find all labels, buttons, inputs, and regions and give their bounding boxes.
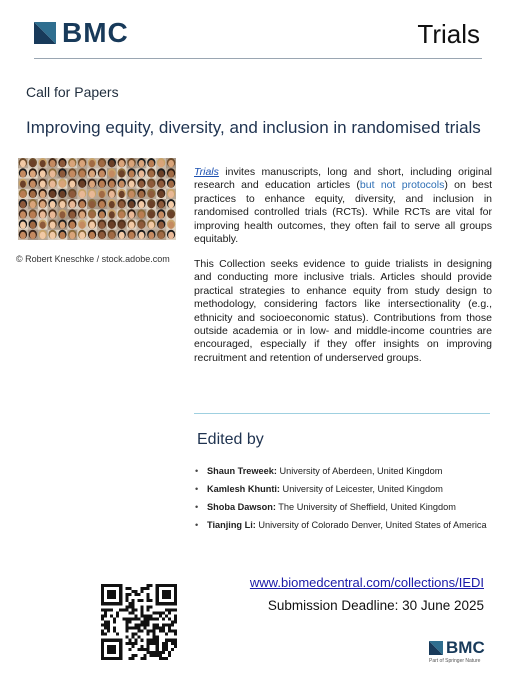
editor-affiliation: University of Aberdeen, United Kingdom (276, 466, 443, 476)
footer-bmc-wordmark: BMC (446, 638, 485, 657)
editor-affiliation: The University of Sheffield, United Kingdom (275, 502, 456, 512)
bmc-logo (34, 17, 129, 48)
editor-name: Kamlesh Khunti: (207, 484, 280, 494)
footer-subtext: Part of Springer Nature (429, 658, 481, 664)
editor-name: Tianjing Li: (207, 520, 256, 530)
qr-code-icon (101, 584, 177, 660)
submission-deadline: Submission Deadline: 30 June 2025 (267, 598, 484, 613)
edited-by-heading: Edited by (197, 431, 264, 448)
section-divider (194, 413, 490, 414)
editor-affiliation: University of Leicester, United Kingdom (280, 484, 443, 494)
journal-title: Trials (417, 19, 480, 49)
editors-list (195, 462, 495, 534)
collection-paragraph: This Collection seeks evidence to guide trialists in designing and conducting more inclusive trials. Articles should provide practical strategies to enhance equity from study design to methodology, considering factors like intersectionality (e.g., ethnicity and socioeconomic status). Contributions from those outside academia or in low- and middle-income countries are encouraged, especially if they offer insights on improving recruitment and retention of underserved groups. (194, 258, 492, 364)
bmc-logo-mark-icon (34, 22, 56, 44)
editor-item (195, 462, 495, 480)
editor-name: Shaun Treweek: (207, 466, 277, 476)
intro-paragraph (194, 166, 492, 246)
footer-bmc-mark-icon (429, 641, 443, 655)
editor-affiliation: University of Colorado Denver, United States of America (255, 520, 487, 530)
portrait-collage-image (18, 158, 176, 240)
photo-credit: © Robert Kneschke / stock.adobe.com (16, 254, 170, 264)
page-title: Improving equity, diversity, and inclusion in randomised trials (26, 118, 481, 137)
collection-url-link[interactable]: www.biomedcentral.com/collections/IEDI (249, 575, 484, 590)
editor-name: Shoba Dawson: (207, 502, 276, 512)
qr-code[interactable] (101, 584, 177, 660)
editor-item (195, 480, 495, 498)
bullet-icon: • (195, 484, 199, 494)
editor-item (195, 498, 495, 516)
intro-text-a: invites manuscripts, long and short, including original research and education articles ( (194, 166, 492, 192)
call-for-papers-label: Call for Papers (26, 84, 119, 100)
bullet-icon: • (195, 502, 199, 512)
header-divider (34, 58, 482, 59)
intro-text-b: ) on best practices to enhance equity, diversity, and inclusion in randomised controlled trials (RCTs). While RCTs are vital for improving health outcomes, they often fail to serve all groups equitably. (194, 179, 492, 246)
portrait-collage-icon (18, 158, 176, 240)
footer-bmc-logo (429, 640, 493, 670)
bullet-icon: • (195, 466, 199, 476)
intro-muted-text: but not protocols (359, 179, 445, 192)
bullet-icon: • (195, 520, 199, 530)
trials-journal-link[interactable]: Trials (194, 166, 219, 178)
bmc-wordmark: BMC (62, 17, 129, 48)
editor-item (195, 516, 495, 534)
